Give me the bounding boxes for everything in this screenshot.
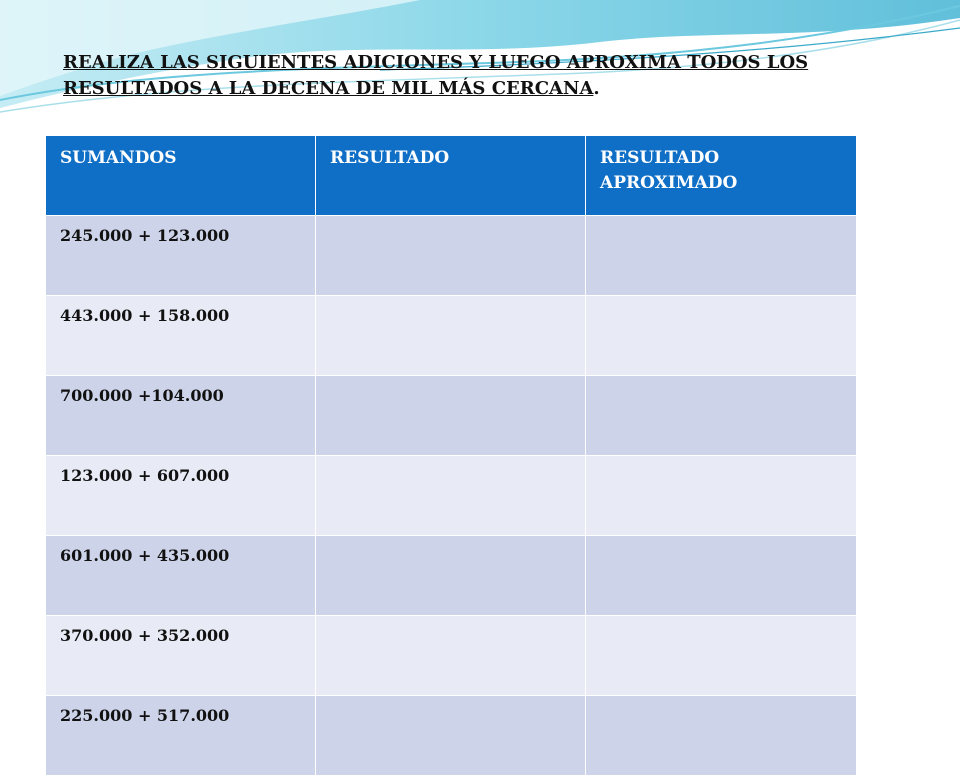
additions-table [45, 135, 857, 776]
resultado-cell[interactable] [316, 216, 586, 296]
aproximado-cell[interactable] [586, 296, 857, 376]
table-row [46, 536, 857, 616]
instruction-text: REALIZA LAS SIGUIENTES ADICIONES Y LUEGO APROXIMA TODOS LOS RESULTADOS A LA DECENA DE MIL MÁS CERCANA [63, 52, 809, 99]
aproximado-cell[interactable] [586, 536, 857, 616]
resultado-cell[interactable] [316, 296, 586, 376]
sumandos-cell: 443.000 + 158.000 [46, 296, 316, 376]
table-row [46, 456, 857, 536]
table-row [46, 376, 857, 456]
table-row [46, 696, 857, 776]
instruction-period: . [593, 78, 600, 99]
table-row [46, 296, 857, 376]
header-resultado-aproximado: RESULTADO APROXIMADO [586, 136, 857, 216]
resultado-cell[interactable] [316, 376, 586, 456]
resultado-cell[interactable] [316, 536, 586, 616]
sumandos-cell: 245.000 + 123.000 [46, 216, 316, 296]
sumandos-cell: 123.000 + 607.000 [46, 456, 316, 536]
sumandos-cell: 225.000 + 517.000 [46, 696, 316, 776]
resultado-cell[interactable] [316, 456, 586, 536]
header-row [46, 136, 857, 216]
aproximado-cell[interactable] [586, 616, 857, 696]
resultado-cell[interactable] [316, 616, 586, 696]
sumandos-cell: 370.000 + 352.000 [46, 616, 316, 696]
header-sumandos: SUMANDOS [46, 136, 316, 216]
aproximado-cell[interactable] [586, 696, 857, 776]
aproximado-cell[interactable] [586, 376, 857, 456]
table-row [46, 216, 857, 296]
resultado-cell[interactable] [316, 696, 586, 776]
aproximado-cell[interactable] [586, 456, 857, 536]
instruction-title [63, 50, 863, 102]
table-row [46, 616, 857, 696]
sumandos-cell: 601.000 + 435.000 [46, 536, 316, 616]
aproximado-cell[interactable] [586, 216, 857, 296]
header-resultado: RESULTADO [316, 136, 586, 216]
sumandos-cell: 700.000 +104.000 [46, 376, 316, 456]
